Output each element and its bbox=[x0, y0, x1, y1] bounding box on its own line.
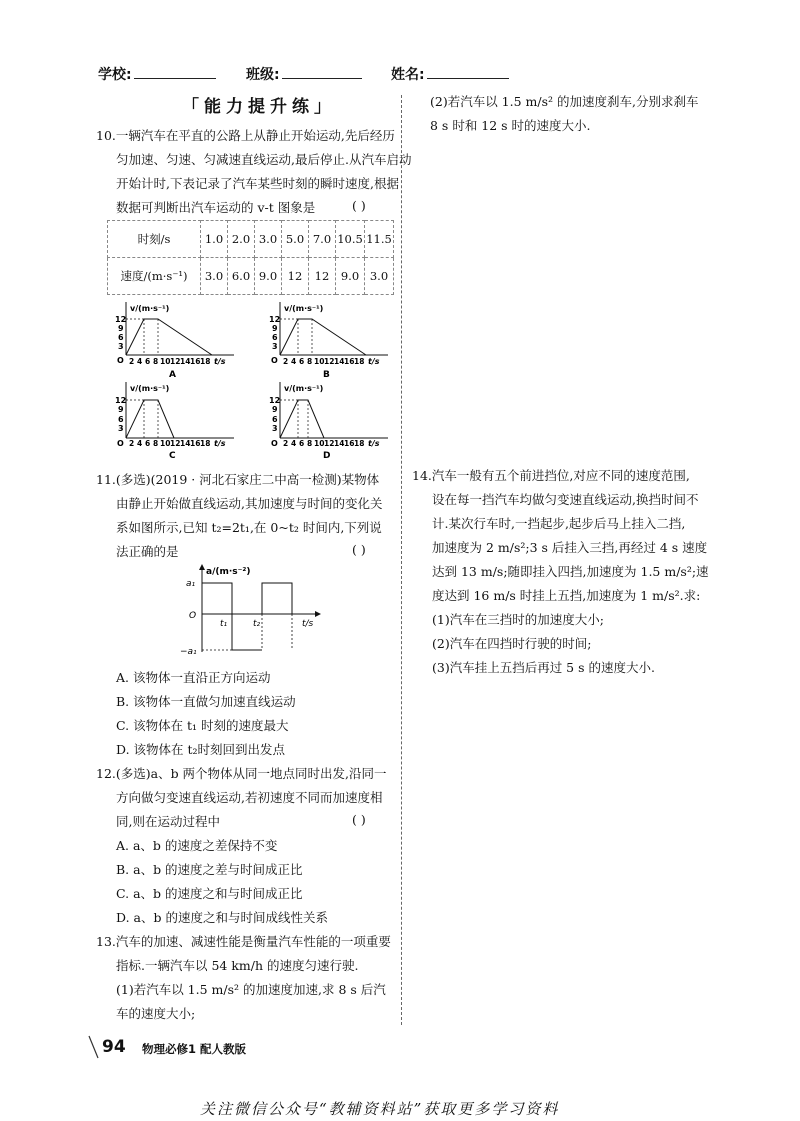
xtick-label: 10 bbox=[314, 439, 325, 448]
xtick-label: 14 bbox=[180, 357, 191, 366]
xtick-label: 12 bbox=[324, 357, 335, 366]
speed-time-table bbox=[107, 220, 394, 295]
q12-option-b[interactable]: B. a、b 的速度之差与时间成正比 bbox=[116, 862, 303, 877]
xtick-label: 8 bbox=[153, 357, 159, 366]
ytick-label: 3 bbox=[118, 424, 124, 433]
xtick-label: 6 bbox=[299, 439, 305, 448]
origin-label: O bbox=[117, 439, 124, 448]
xtick-label: 4 bbox=[137, 357, 143, 366]
ytick-label: 9 bbox=[118, 324, 124, 333]
xtick-label: 16 bbox=[344, 439, 355, 448]
xtick-label: 14 bbox=[180, 439, 191, 448]
q13-line: 车的速度大小; bbox=[116, 1006, 196, 1021]
t1-label: t₁ bbox=[220, 619, 228, 629]
table-cell: 3.0 bbox=[365, 258, 394, 295]
table-cell: 11.5 bbox=[365, 221, 394, 258]
table-cell: 5.0 bbox=[282, 221, 309, 258]
school-blank[interactable] bbox=[134, 78, 216, 79]
xtick-label: 2 bbox=[129, 439, 135, 448]
q11-option-b[interactable]: B. 该物体一直做匀加速直线运动 bbox=[116, 694, 296, 709]
option-d-graph[interactable] bbox=[269, 382, 388, 460]
table-cell: 7.0 bbox=[309, 221, 336, 258]
a1-label: a₁ bbox=[186, 579, 196, 589]
page-number: 94 bbox=[102, 1037, 126, 1057]
q11-line: 由静止开始做直线运动,其加速度与时间的变化关 bbox=[116, 496, 383, 511]
q13-line: 13.汽车的加速、减速性能是衡量汽车性能的一项重要 bbox=[96, 934, 391, 949]
q13-part2-line: (2)若汽车以 1.5 m/s² 的加速度刹车,分别求刹车 bbox=[430, 94, 699, 109]
q13-part2-line: 8 s 时和 12 s 时的速度大小. bbox=[430, 118, 591, 133]
ytick-label: 6 bbox=[118, 415, 124, 424]
table-cell: 3.0 bbox=[255, 221, 282, 258]
page-corner-mark bbox=[86, 1034, 102, 1060]
xtick-label: 10 bbox=[314, 357, 325, 366]
class-blank[interactable] bbox=[282, 78, 362, 79]
table-cell: 10.5 bbox=[336, 221, 365, 258]
xtick-label: 16 bbox=[190, 357, 201, 366]
q14-line: 14.汽车一般有五个前进挡位,对应不同的速度范围, bbox=[412, 468, 690, 483]
option-letter: C bbox=[169, 451, 176, 460]
table-row bbox=[108, 221, 394, 258]
table-cell: 12 bbox=[282, 258, 309, 295]
table-cell: 12 bbox=[309, 258, 336, 295]
xtick-label: 8 bbox=[307, 439, 313, 448]
name-label: 姓名: bbox=[391, 67, 425, 83]
ytick-label: 9 bbox=[272, 405, 278, 414]
ytick-label: 6 bbox=[272, 415, 278, 424]
q11-line: 系如图所示,已知 t₂=2t₁,在 0~t₂ 时间内,下列说 bbox=[116, 520, 382, 535]
table-cell: 9.0 bbox=[336, 258, 365, 295]
ytick-label: 3 bbox=[272, 342, 278, 351]
xtick-label: 10 bbox=[160, 439, 171, 448]
graph-ylabel: a/(m·s⁻²) bbox=[206, 567, 251, 577]
table-cell: 3.0 bbox=[201, 258, 228, 295]
xtick-label: 6 bbox=[145, 357, 151, 366]
ytick-label: 6 bbox=[272, 333, 278, 342]
table-cell: 9.0 bbox=[255, 258, 282, 295]
q11-line: 11.(多选)(2019 · 河北石家庄二中高一检测)某物体 bbox=[96, 472, 380, 487]
q14-line: 加速度为 2 m/s²;3 s 后挂入三挡,再经过 4 s 速度 bbox=[432, 540, 708, 555]
xtick-label: 10 bbox=[160, 357, 171, 366]
xtick-label: 6 bbox=[145, 439, 151, 448]
q14-line: 设在每一挡汽车均做匀变速直线运动,换挡时间不 bbox=[432, 492, 699, 507]
origin-label: O bbox=[271, 439, 278, 448]
xtick-label: 4 bbox=[137, 439, 143, 448]
ytick-label: 12 bbox=[269, 396, 281, 405]
xtick-label: 2 bbox=[283, 439, 289, 448]
xtick-label: 8 bbox=[153, 439, 159, 448]
table-row bbox=[108, 258, 394, 295]
t2-label: t₂ bbox=[253, 619, 261, 629]
table-cell: 2.0 bbox=[228, 221, 255, 258]
table-cell: 1.0 bbox=[201, 221, 228, 258]
q13-line: (1)若汽车以 1.5 m/s² 的加速度加速,求 8 s 后汽 bbox=[116, 982, 386, 997]
xtick-label: 2 bbox=[283, 357, 289, 366]
q14-line: (1)汽车在三挡时的加速度大小; bbox=[432, 612, 604, 627]
xtick-label: 16 bbox=[190, 439, 201, 448]
origin-label: O bbox=[189, 611, 197, 621]
graph-ylabel: v/(m·s⁻¹) bbox=[130, 304, 170, 313]
xtick-label: 4 bbox=[291, 439, 297, 448]
q10-line: 数据可判断出汽车运动的 v-t 图象是 bbox=[116, 200, 316, 215]
xtick-label: 2 bbox=[129, 357, 135, 366]
table-header-cell: 速度/(m·s⁻¹) bbox=[108, 258, 201, 295]
option-letter: A bbox=[169, 370, 176, 380]
xtick-label: 14 bbox=[334, 357, 345, 366]
ytick-label: 3 bbox=[272, 424, 278, 433]
promo-text: 关注微信公众号“教辅资料站”获取更多学习资料 bbox=[200, 1100, 560, 1118]
graph-ylabel: v/(m·s⁻¹) bbox=[130, 384, 170, 393]
xtick-label: 12 bbox=[170, 357, 181, 366]
ytick-label: 12 bbox=[269, 315, 281, 324]
q14-line: 度达到 16 m/s 时挂上五挡,加速度为 1 m/s².求: bbox=[432, 588, 701, 603]
q12-line: 12.(多选)a、b 两个物体从同一地点同时出发,沿同一 bbox=[96, 766, 387, 781]
xtick-label: 18 bbox=[354, 357, 365, 366]
q13-line: 指标.一辆汽车以 54 km/h 的速度匀速行驶. bbox=[116, 958, 359, 973]
answer-paren[interactable]: ( ) bbox=[352, 542, 366, 557]
graph-ylabel: v/(m·s⁻¹) bbox=[284, 304, 324, 313]
q12-option-c[interactable]: C. a、b 的速度之和与时间成正比 bbox=[116, 886, 303, 901]
q11-option-d[interactable]: D. 该物体在 t₂时刻回到出发点 bbox=[116, 742, 286, 757]
answer-paren[interactable]: ( ) bbox=[352, 198, 366, 213]
q12-option-a[interactable]: A. a、b 的速度之差保持不变 bbox=[116, 838, 278, 853]
xtick-label: 12 bbox=[324, 439, 335, 448]
option-b-graph[interactable] bbox=[269, 302, 388, 380]
origin-label: O bbox=[117, 356, 124, 365]
acceleration-time-graph bbox=[180, 562, 340, 662]
ytick-label: 3 bbox=[118, 342, 124, 351]
q14-line: 达到 13 m/s;随即挂入四挡,加速度为 1.5 m/s²;速 bbox=[432, 564, 709, 579]
column-divider bbox=[401, 95, 402, 1025]
ytick-label: 12 bbox=[115, 315, 127, 324]
xtick-label: 12 bbox=[170, 439, 181, 448]
xtick-label: 4 bbox=[291, 357, 297, 366]
q14-line: 计.某次行车时,一挡起步,起步后马上挂入二挡, bbox=[432, 516, 686, 531]
origin-label: O bbox=[271, 356, 278, 365]
xtick-label: 14 bbox=[334, 439, 345, 448]
book-title: 物理必修1 配人教版 bbox=[142, 1042, 247, 1056]
ytick-label: 9 bbox=[272, 324, 278, 333]
q12-option-d[interactable]: D. a、b 的速度之和与时间成线性关系 bbox=[116, 910, 328, 925]
q14-line: (2)汽车在四挡时行驶的时间; bbox=[432, 636, 592, 651]
q12-line: 同,则在运动过程中 bbox=[116, 814, 220, 829]
q10-line: 开始计时,下表记录了汽车某些时刻的瞬时速度,根据 bbox=[116, 176, 399, 191]
q12-line: 方向做匀变速直线运动,若初速度不同而加速度相 bbox=[116, 790, 383, 805]
graph-xlabel: t/s bbox=[214, 439, 226, 448]
graph-xlabel: t/s bbox=[302, 619, 314, 629]
ytick-label: 12 bbox=[115, 396, 127, 405]
xtick-label: 8 bbox=[307, 357, 313, 366]
xtick-label: 18 bbox=[200, 357, 211, 366]
graph-ylabel: v/(m·s⁻¹) bbox=[284, 384, 324, 393]
option-letter: B bbox=[323, 370, 330, 380]
xtick-label: 6 bbox=[299, 357, 305, 366]
option-c-graph[interactable] bbox=[115, 382, 234, 460]
graph-xlabel: t/s bbox=[368, 439, 380, 448]
xtick-label: 18 bbox=[200, 439, 211, 448]
neg-a1-label: −a₁ bbox=[180, 647, 197, 657]
graph-xlabel: t/s bbox=[368, 357, 380, 366]
class-label: 班级: bbox=[246, 67, 280, 83]
xtick-label: 18 bbox=[354, 439, 365, 448]
xtick-label: 16 bbox=[344, 357, 355, 366]
q11-option-c[interactable]: C. 该物体在 t₁ 时刻的速度最大 bbox=[116, 718, 289, 733]
graph-xlabel: t/s bbox=[214, 357, 226, 366]
q14-line: (3)汽车挂上五挡后再过 5 s 的速度大小. bbox=[432, 660, 655, 675]
q11-option-a[interactable]: A. 该物体一直沿正方向运动 bbox=[116, 670, 271, 685]
ytick-label: 9 bbox=[118, 405, 124, 414]
vt-graph-options bbox=[108, 300, 398, 460]
name-blank[interactable] bbox=[427, 78, 509, 79]
option-a-graph[interactable] bbox=[115, 302, 234, 380]
school-label: 学校: bbox=[98, 67, 132, 83]
table-cell: 6.0 bbox=[228, 258, 255, 295]
table-header-cell: 时刻/s bbox=[108, 221, 201, 258]
answer-paren[interactable]: ( ) bbox=[352, 812, 366, 827]
q11-line: 法正确的是 bbox=[116, 544, 179, 559]
q10-line: 匀加速、匀速、匀减速直线运动,最后停止.从汽车启动 bbox=[116, 152, 412, 167]
q10-line: 10.一辆汽车在平直的公路上从静止开始运动,先后经历 bbox=[96, 128, 395, 143]
section-title: 「能力提升练」 bbox=[182, 97, 336, 117]
ytick-label: 6 bbox=[118, 333, 124, 342]
option-letter: D bbox=[323, 451, 331, 460]
